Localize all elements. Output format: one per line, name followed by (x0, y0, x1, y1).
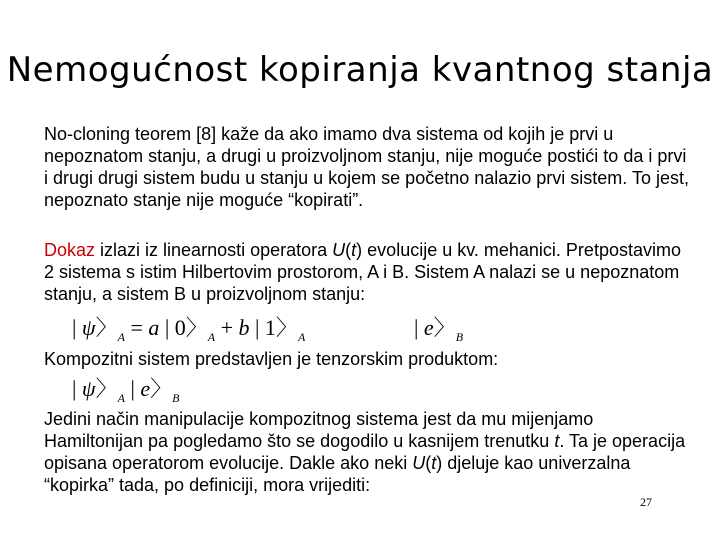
page-number: 27 (640, 495, 652, 509)
paren-close: ) (356, 240, 363, 260)
proof-text-b: evolucije u kv. mehanici. Pretpostavimo 2 sistema s istim Hilbertovim prostorom, A i B. Sistem A nalazi se u nepoznatom stanju, a sistem B u proizvoljnom stanju: (44, 240, 681, 304)
equation-e-state: | e〉$_B$ (414, 315, 464, 344)
proof-text-a: izlazi iz linearnosti operatora (95, 240, 333, 260)
composite-paragraph: Kompozitni sistem predstavljen je tenzorskim produktom: (44, 349, 499, 369)
copier-paragraph: Jedini način manipulacije kompozitnog sistema jest da mu mijenjamo Hamiltonijan pa pogledamo što se dogodilo u kasnijem trenutku t. Ta je operacija opisana operatorom evolucije. Dakle ako neki U(t) djeluje kao univerzalna “kopirka” tada, po definiciji, mora vrijediti: (44, 409, 686, 495)
proof-paragraph (44, 239, 694, 305)
time-t: t (351, 240, 357, 260)
equation-tensor-product: | ψ〉$_A$ | e〉$_B$ (72, 376, 180, 405)
dokaz-label: Dokaz (44, 240, 96, 260)
no-cloning-paragraph: No-cloning teorem [8] kaže da ako imamo dva sistema od kojih je prvi u nepoznatom stanju, a drugi u proizvoljnom stanju, nije moguće postići to da i prvi i drugi drugi sistem budu u stanju u kojem se početno nalazio prvi sistem. To jest, nepoznato stanje nije moguće “kopirati”. (44, 124, 689, 210)
equation-psi-superposition: | ψ〉$_A$ = a | 0〉$_A$ + b | 1〉$_A$ (72, 315, 306, 344)
operator-u: U (332, 240, 346, 260)
paren-open: ( (345, 240, 352, 260)
slide-title: Nemogućnost kopiranja kvantnog stanja (6, 50, 714, 90)
